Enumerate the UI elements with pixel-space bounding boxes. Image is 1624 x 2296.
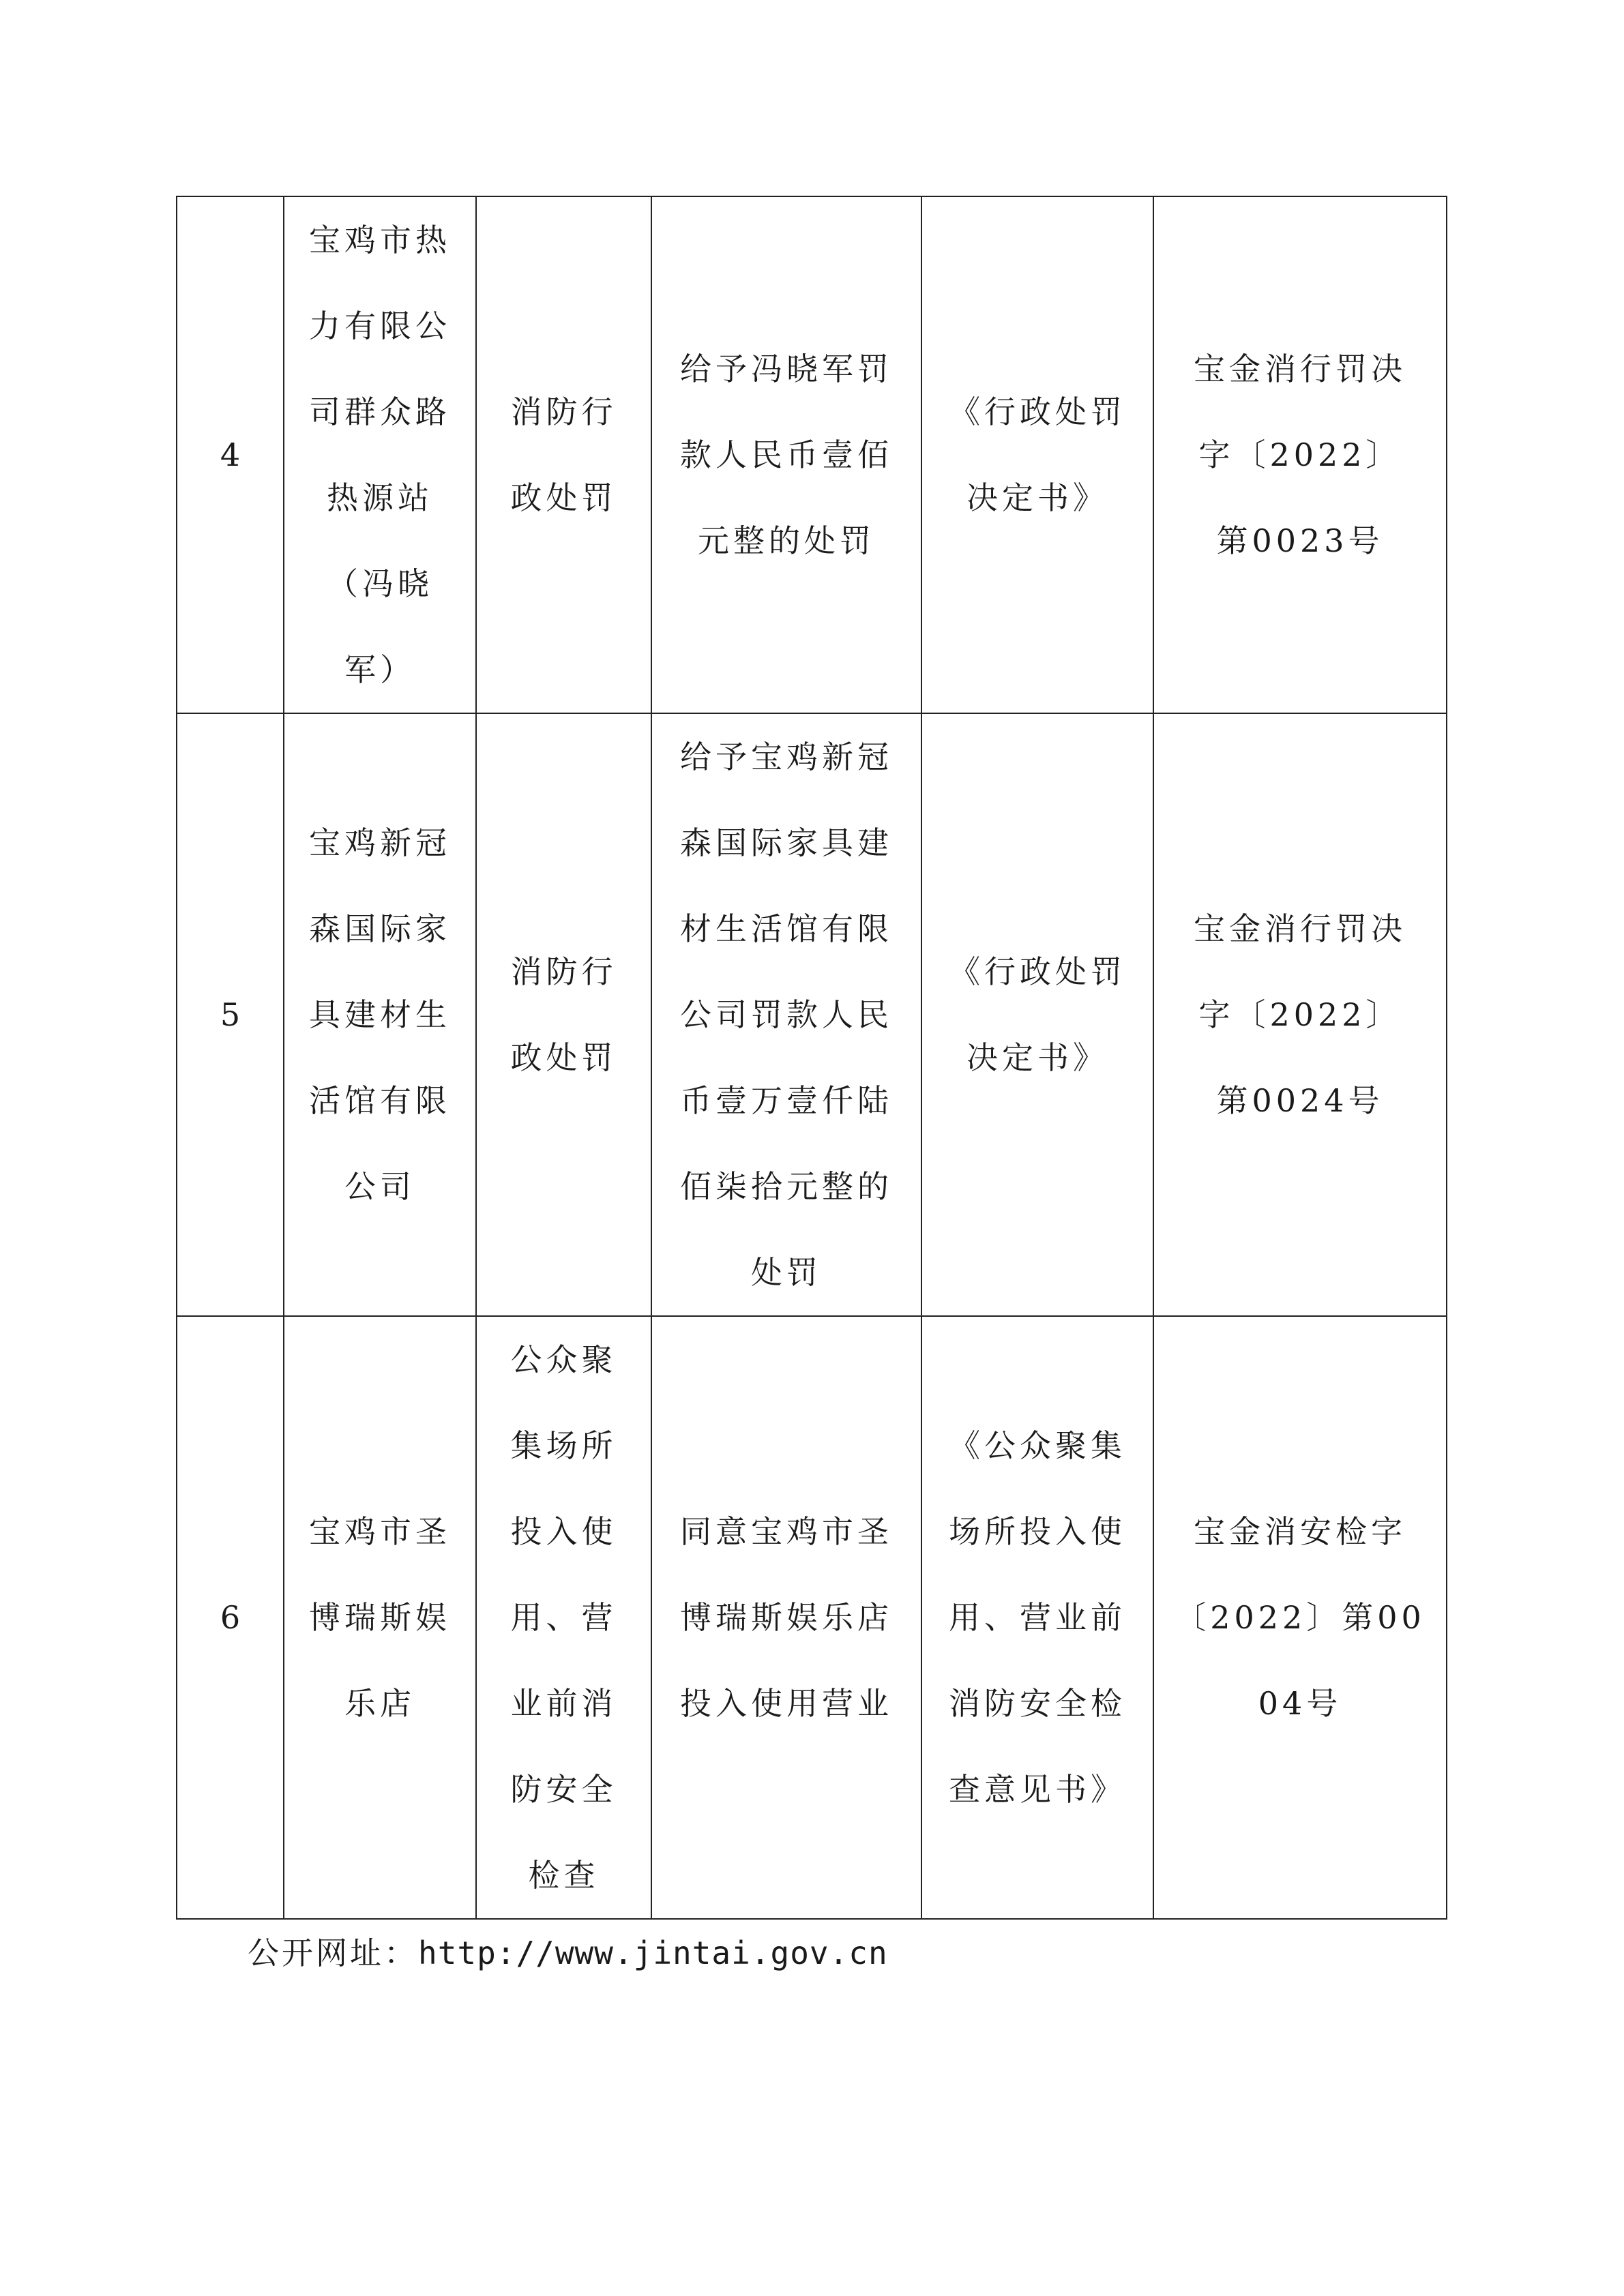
row-number: 5 bbox=[177, 713, 284, 1316]
row-number: 6 bbox=[177, 1316, 284, 1919]
category-cell: 消防行政处罚 bbox=[476, 713, 651, 1316]
document-type-cell: 《行政处罚决定书》 bbox=[921, 196, 1153, 713]
table-row bbox=[177, 1316, 1447, 1919]
party-name-cell: 宝鸡市圣博瑞斯娱乐店 bbox=[284, 1316, 476, 1919]
category-cell: 消防行政处罚 bbox=[476, 196, 651, 713]
document-type-cell: 《行政处罚决定书》 bbox=[921, 713, 1153, 1316]
document-number-cell: 宝金消行罚决字〔2022〕第0024号 bbox=[1153, 713, 1447, 1316]
table-row bbox=[177, 196, 1447, 713]
decision-content-cell: 同意宝鸡市圣博瑞斯娱乐店投入使用营业 bbox=[651, 1316, 921, 1919]
document-number-cell: 宝金消行罚决字〔2022〕第0023号 bbox=[1153, 196, 1447, 713]
row-number: 4 bbox=[177, 196, 284, 713]
penalty-records-table bbox=[176, 196, 1447, 1920]
document-type-cell: 《公众聚集场所投入使用、营业前消防安全检查意见书》 bbox=[921, 1316, 1153, 1919]
category-cell: 公众聚集场所投入使用、营业前消防安全检查 bbox=[476, 1316, 651, 1919]
public-url-link[interactable]: http://www.jintai.gov.cn bbox=[418, 1935, 888, 1971]
party-name-cell: 宝鸡市热力有限公司群众路热源站（冯晓军） bbox=[284, 196, 476, 713]
party-name-cell: 宝鸡新冠森国际家具建材生活馆有限公司 bbox=[284, 713, 476, 1316]
public-url-line bbox=[248, 1928, 888, 1973]
table-row bbox=[177, 713, 1447, 1316]
public-url-label: 公开网址： bbox=[248, 1935, 418, 1971]
decision-content-cell: 给予宝鸡新冠森国际家具建材生活馆有限公司罚款人民币壹万壹仟陆佰柒拾元整的处罚 bbox=[651, 713, 921, 1316]
document-number-cell: 宝金消安检字〔2022〕第0004号 bbox=[1153, 1316, 1447, 1919]
decision-content-cell: 给予冯晓军罚款人民币壹佰元整的处罚 bbox=[651, 196, 921, 713]
